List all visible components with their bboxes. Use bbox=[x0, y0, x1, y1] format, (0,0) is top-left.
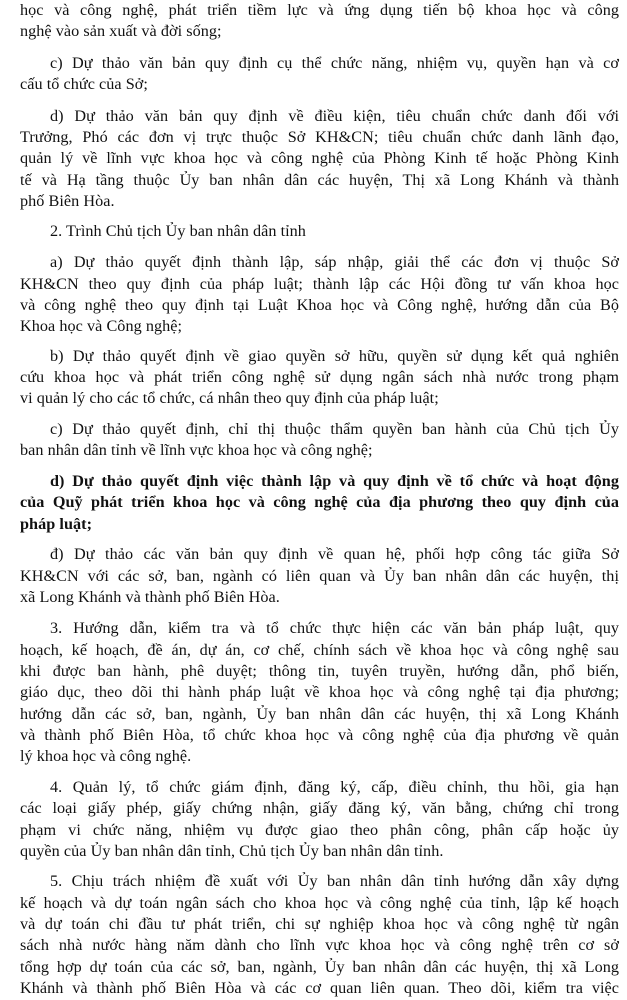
text-line: c) Dự thảo văn bản quy định cụ thể chức năng, nhiệm vụ, quyền hạn và cơ bbox=[50, 53, 619, 72]
text-line: quyền của Ủy ban nhân dân tỉnh, Chủ tịch Ủy ban nhân dân tỉnh. bbox=[20, 841, 444, 860]
text-line: KH&CN với các sở, ban, ngành có liên quan và Ủy ban nhân dân các huyện, thị bbox=[20, 566, 619, 585]
text-line: và dự toán chi đầu tư phát triển, chi sự nghiệp khoa học và công nghệ từ ngân bbox=[20, 915, 619, 933]
text-line: tế và Hạ tầng thuộc Ủy ban nhân dân các huyện, Thị xã Long Khánh và thành bbox=[20, 170, 619, 189]
text-line: nghệ vào sản xuất và đời sống; bbox=[20, 22, 222, 41]
text-line: khi được ban hành, phê duyệt; thông tin, tuyên truyền, hướng dẫn, phổ biến, bbox=[20, 662, 619, 680]
text-line: học và công nghệ, phát triển tiềm lực và ứng dụng tiến bộ khoa học và công bbox=[20, 1, 619, 19]
text-line: KH&CN theo quy định của pháp luật; thành lập các Hội đồng tư vấn khoa học bbox=[20, 274, 619, 293]
text-line: kế hoạch và dự toán ngân sách cho khoa học và công nghệ của tỉnh, lập kế hoạch bbox=[20, 893, 619, 912]
text-line: Trưởng, Phó các đơn vị trực thuộc Sở KH&CN; tiêu chuẩn chức danh lãnh đạo, bbox=[20, 128, 619, 146]
text-line: b) Dự thảo quyết định về giao quyền sở hữu, quyền sử dụng kết quả nghiên bbox=[50, 346, 619, 365]
text-line: các loại giấy phép, giấy chứng nhận, giấy đăng ký, văn bằng, chứng chỉ trong bbox=[20, 799, 619, 818]
text-line: phạm vi chức năng, nhiệm vụ được giao theo phân công, phân cấp hoặc ủy bbox=[20, 820, 619, 839]
text-line: Khoa học và Công nghệ; bbox=[20, 317, 183, 336]
text-line-bold: d) Dự thảo quyết định việc thành lập và quy định về tổ chức và hoạt động bbox=[50, 471, 619, 490]
text-line: ban nhân dân tỉnh về lĩnh vực khoa học và công nghệ; bbox=[20, 441, 373, 460]
text-line: 3. Hướng dẫn, kiểm tra và tổ chức thực hiện các văn bản pháp luật, quy bbox=[50, 619, 619, 638]
text-line: và thành phố Biên Hòa, tổ chức khoa học và công nghệ của địa phương về quản bbox=[20, 725, 619, 744]
text-line: vi quản lý cho các tổ chức, cá nhân theo quy định của pháp luật; bbox=[20, 389, 439, 408]
text-line: 4. Quản lý, tổ chức giám định, đăng ký, cấp, điều chỉnh, thu hồi, gia hạn bbox=[50, 777, 619, 796]
text-line: d) Dự thảo văn bản quy định về điều kiện, tiêu chuẩn chức danh đối với bbox=[50, 106, 619, 125]
text-line: c) Dự thảo quyết định, chỉ thị thuộc thẩm quyền ban hành của Chủ tịch Ủy bbox=[50, 420, 619, 438]
text-line: phố Biên Hòa. bbox=[20, 192, 115, 210]
text-line: và công nghệ theo quy định tại Luật Khoa học và Công nghệ, hướng dẫn của Bộ bbox=[20, 295, 619, 314]
text-line: cứu khoa học và phát triển công nghệ sử dụng ngân sách nhà nước trong phạm bbox=[20, 368, 619, 387]
text-line: xã Long Khánh và thành phố Biên Hòa. bbox=[20, 587, 280, 606]
text-line: Khánh và thành phố Biên Hòa và các cơ quan liên quan. Theo dõi, kiểm tra việc bbox=[20, 979, 619, 997]
text-line: quản lý về lĩnh vực khoa học và công nghệ của Phòng Kinh tế hoặc Phòng Kinh bbox=[20, 149, 619, 168]
text-line: hoạch, kế hoạch, đề án, dự án, cơ chế, chính sách về khoa học và công nghệ sau bbox=[20, 640, 619, 659]
text-line: tổng hợp dự toán của các sở, ban, ngành, Ủy ban nhân dân các huyện, thị xã Long bbox=[20, 957, 619, 976]
text-line: hướng dẫn các sở, ban, ngành, Ủy ban nhân dân các huyện, thị xã Long Khánh bbox=[20, 704, 619, 723]
section-heading: 2. Trình Chủ tịch Ủy ban nhân dân tỉnh bbox=[50, 221, 306, 240]
text-line: a) Dự thảo quyết định thành lập, sáp nhập, giải thể các đơn vị thuộc Sở bbox=[50, 253, 619, 272]
text-line: cấu tổ chức của Sở; bbox=[20, 75, 148, 94]
text-line: 5. Chịu trách nhiệm đề xuất với Ủy ban nhân dân tỉnh hướng dẫn xây dựng bbox=[50, 872, 619, 891]
text-line: sách nhà nước hàng năm dành cho lĩnh vực khoa học và công nghệ trên cơ sở bbox=[20, 936, 619, 955]
text-line: đ) Dự thảo các văn bản quy định về quan hệ, phối hợp công tác giữa Sở bbox=[50, 545, 619, 564]
text-line-bold: của Quỹ phát triển khoa học và công nghệ của địa phương theo quy định của bbox=[20, 493, 619, 512]
text-line: lý khoa học và công nghệ. bbox=[20, 747, 192, 766]
text-line-bold: pháp luật; bbox=[20, 514, 93, 533]
text-line: giáo dục, theo dõi thi hành pháp luật về khoa học và công nghệ tại địa phương; bbox=[20, 683, 619, 702]
